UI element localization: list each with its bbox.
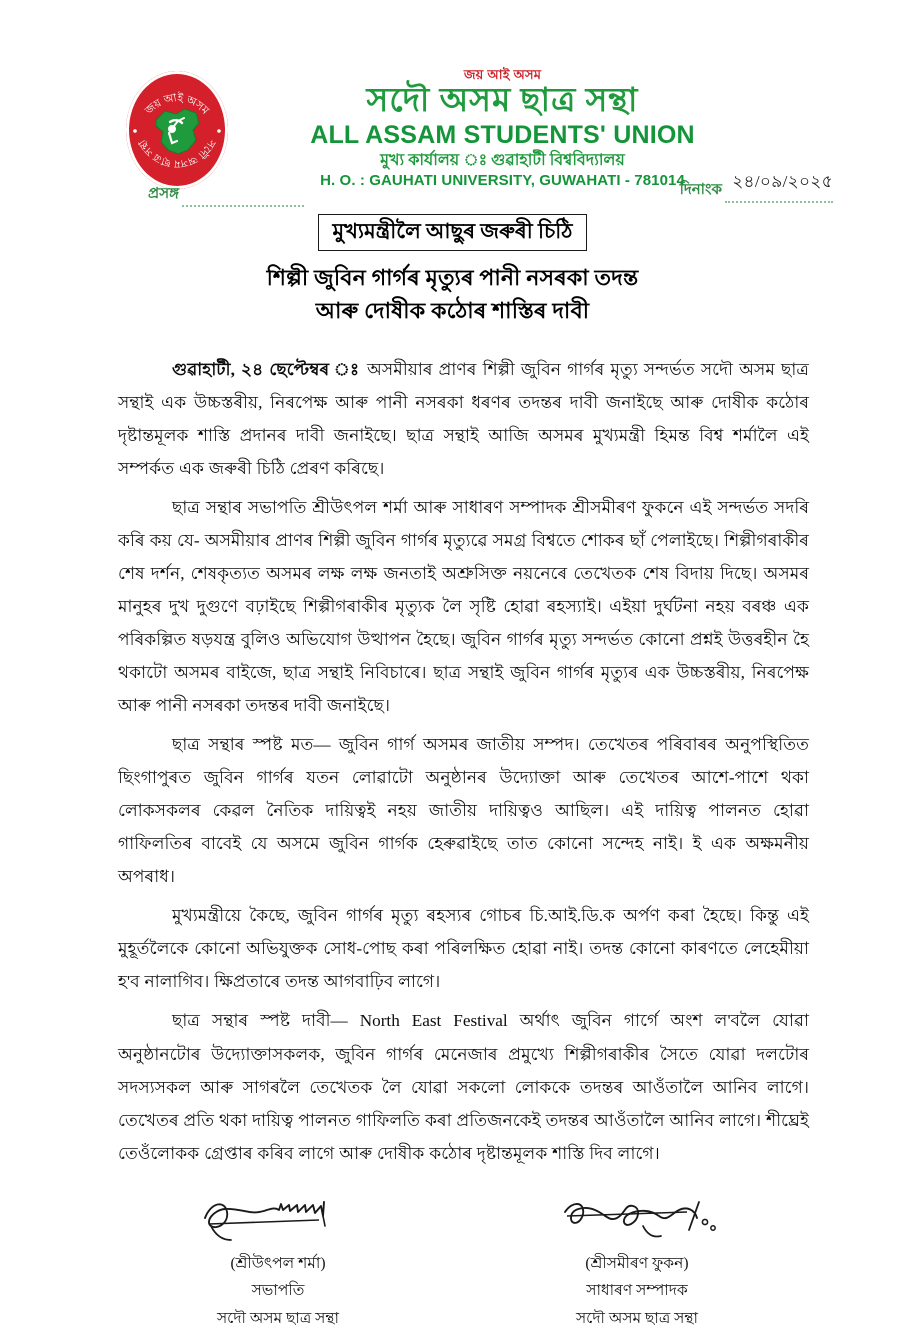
office-address-english: H. O. : GAUHATI UNIVERSITY, GUWAHATI - 781014 <box>320 171 685 189</box>
body-paragraph: ছাত্ৰ সন্থাৰ স্পষ্ট দাবী— North East Festival অৰ্থাৎ জুবিন গাৰ্গে অংশ ল'বলৈ যোৱা অনুষ্ঠানটোৰ উদ্যোক্তাসকলক, জুবিন গাৰ্গৰ মেনেজাৰ প্ৰমুখ্যে শিল্পীগৰাকীৰ সৈতে যোৱা দলটোৰ সদস্যসকল আৰু সাগৰলৈ তেখেতক লৈ যোৱা সকলো লোককে তদন্তৰ আওঁতালৈ আনিব লাগে। তেখেতৰ প্ৰতি থকা দায়িত্ব পালনত গাফিলতি কৰা প্ৰতিজনকেই তদন্তৰ আওঁতালৈ আনিব লাগে। শীঘ্ৰেই তেওঁলোকক গ্ৰেপ্তাৰ কৰিব লাগে আৰু দোষীক কঠোৰ দৃষ্টান্তমূলক শাস্তি দিব লাগে। <box>118 1011 809 1163</box>
svg-text:সদৌ অসম ছাত্ৰ সন্থা: সদৌ অসম ছাত্ৰ সন্থা <box>137 137 217 169</box>
signatory-name: (শ্ৰীসমীৰণ ফুকন) <box>585 1254 689 1272</box>
signatory-organisation: সদৌ অসম ছাত্ৰ সন্থা <box>575 1309 699 1327</box>
body-paragraph: ছাত্ৰ সন্থাৰ স্পষ্ট মত— জুবিন গাৰ্গ অসমৰ জাতীয় সম্পদ। তেখেতৰ পৰিবাৰৰ অনুপস্থিতিত ছিংগাপুৰত জুবিন গাৰ্গৰ যতন লোৱাটো অনুষ্ঠানৰ উদ্যোক্তা আৰু তেখেতৰ আশে-পাশে থকা লোকসকলৰ কেৱল নৈতিক দায়িত্বই নহয় জাতীয় দায়িত্বও আছিল। এই দায়িত্ব পালনত হোৱা গাফিলতিৰ বাবেই যে অসমে জুবিন গাৰ্গক হেৰুৱাইছে তাত কোনো সন্দেহ নাই। ই এক অক্ষমনীয় অপৰাধ। <box>118 735 809 887</box>
handwritten-signature-president <box>128 1196 428 1248</box>
signatory-name: (শ্ৰীউৎপল শৰ্মা) <box>230 1254 326 1272</box>
signature-block-president <box>128 1196 428 1332</box>
signatory-organisation: সদৌ অসম ছাত্ৰ সন্থা <box>216 1309 340 1327</box>
date-label: দিনাংক <box>679 182 722 198</box>
signatory-designation: সভাপতি <box>251 1282 305 1300</box>
subject-field <box>148 182 304 207</box>
office-address-assamese: মুখ্য কাৰ্যালয় ঃ গুৱাহাটী বিশ্ববিদ্যালয় <box>380 152 625 170</box>
subject-label: প্ৰসঙ্গ <box>148 186 180 202</box>
handwritten-signature-general-secretary <box>487 1196 787 1248</box>
headline-line-1: শিল্পী জুবিন গাৰ্গৰ মৃত্যুৰ পানী নসৰকা তদন্ত <box>266 265 639 291</box>
dateline: গুৱাহাটী, ২৪ ছেপ্টেম্বৰ ঃ <box>172 360 361 380</box>
aasu-logo <box>118 67 236 195</box>
body-paragraph <box>118 353 809 485</box>
date-field <box>679 172 833 203</box>
signatory-designation: সাধাৰণ সম্পাদক <box>586 1282 688 1300</box>
signature-block-general-secretary <box>487 1196 787 1332</box>
meta-row <box>140 172 833 212</box>
paragraph-text: অসমীয়াৰ প্ৰাণৰ শিল্পী জুবিন গাৰ্গৰ মৃত্যু সন্দৰ্ভত সদৌ অসম ছাত্ৰ সন্থাই এক উচ্চস্তৰীয়, নিৰপেক্ষ আৰু পানী নসৰকা ধৰণৰ তদন্তৰ দাবী জনাইছে আৰু দোষীক কঠোৰ দৃষ্টান্তমূলক শাস্তি প্ৰদানৰ দাবী জনাইছে। ছাত্ৰ সন্থাই আজি অসমৰ মুখ্যমন্ত্ৰী হিমন্ত বিশ্ব শৰ্মালৈ এই সম্পৰ্কত এক জৰুৰী চিঠি প্ৰেৰণ কৰিছে। <box>118 360 810 479</box>
boxed-title: মুখ্যমন্ত্ৰীলৈ আছুৰ জৰুৰী চিঠি <box>318 214 586 251</box>
letter-body <box>118 353 809 1169</box>
date-value: ২৪/০৯/২০২৫ <box>732 172 833 191</box>
boxed-title-wrap <box>0 214 905 251</box>
body-paragraph: ছাত্ৰ সন্থাৰ সভাপতি শ্ৰীউৎপল শৰ্মা আৰু সাধাৰণ সম্পাদক শ্ৰীসমীৰণ ফুকনে এই সন্দৰ্ভত সদৰি কৰি কয় যে- অসমীয়াৰ প্ৰাণৰ শিল্পী জুবিন গাৰ্গৰ মৃত্যুৱে সমগ্ৰ বিশ্বতে শোকৰ ছাঁ পেলাইছে। শিল্পীগৰাকীৰ শেষ দৰ্শন, শেষকৃত্যত অসমৰ লক্ষ লক্ষ জনতাই অশ্ৰুসিক্ত নয়নেৰে তেখেতক শেষ বিদায় দিছে। অসমৰ মানুহৰ দুখ দুগুণে বঢ়াইছে শিল্পীগৰাকীৰ মৃত্যুক লৈ সৃষ্টি হোৱা ৰহস্যাই। এইয়া দুৰ্ঘটনা নহয় বৰঞ্চ এক পৰিকল্পিত ষড়যন্ত্ৰ বুলিও অভিযোগ উত্থাপন হৈছে। জুবিন গাৰ্গৰ মৃত্যু সন্দৰ্ভত কোনো প্ৰশ্নই উত্তৰহীন হৈ থকাটো অসমৰ বাইজে, ছাত্ৰ সন্থাই নিবিচাৰে। ছাত্ৰ সন্থাই জুবিন গাৰ্গৰ মৃত্যুৰ এক উচ্চস্তৰীয়, নিৰপেক্ষ আৰু পানী নসৰকা তদন্তৰ দাবী জনাইছে। <box>118 498 809 716</box>
svg-text:জয় আই অসম: জয় আই অসম <box>143 92 212 118</box>
body-paragraph: মুখ্যমন্ত্ৰীয়ে কৈছে, জুবিন গাৰ্গৰ মৃত্যু ৰহস্যৰ গোচৰ চি.আই.ডি.ক অৰ্পণ কৰা হৈছে। কিন্তু এই মুহূৰ্তলৈকে কোনো অভিযুক্তক সোধ-পোছ কৰা পৰিলক্ষিত হোৱা নাই। তদন্ত কোনো কাৰণতে লেহেমীয়া হ'ব নালাগিব। ক্ষিপ্ৰতাৰে তদন্ত আগবাঢ়িব লাগে। <box>118 906 809 992</box>
assam-map-icon <box>152 102 202 160</box>
slogan-jai-aai-axom: জয় আই অসম <box>463 66 542 82</box>
subject-dotted-line <box>182 198 304 207</box>
signature-row <box>128 1196 787 1332</box>
org-name-assamese: সদৌ অসম ছাত্ৰ সন্থা <box>366 83 639 120</box>
headline-line-2: আৰু দোষীক কঠোৰ শাস্তিৰ দাবী <box>315 297 590 323</box>
org-name-english: ALL ASSAM STUDENTS' UNION <box>310 120 695 149</box>
headline <box>120 262 785 327</box>
